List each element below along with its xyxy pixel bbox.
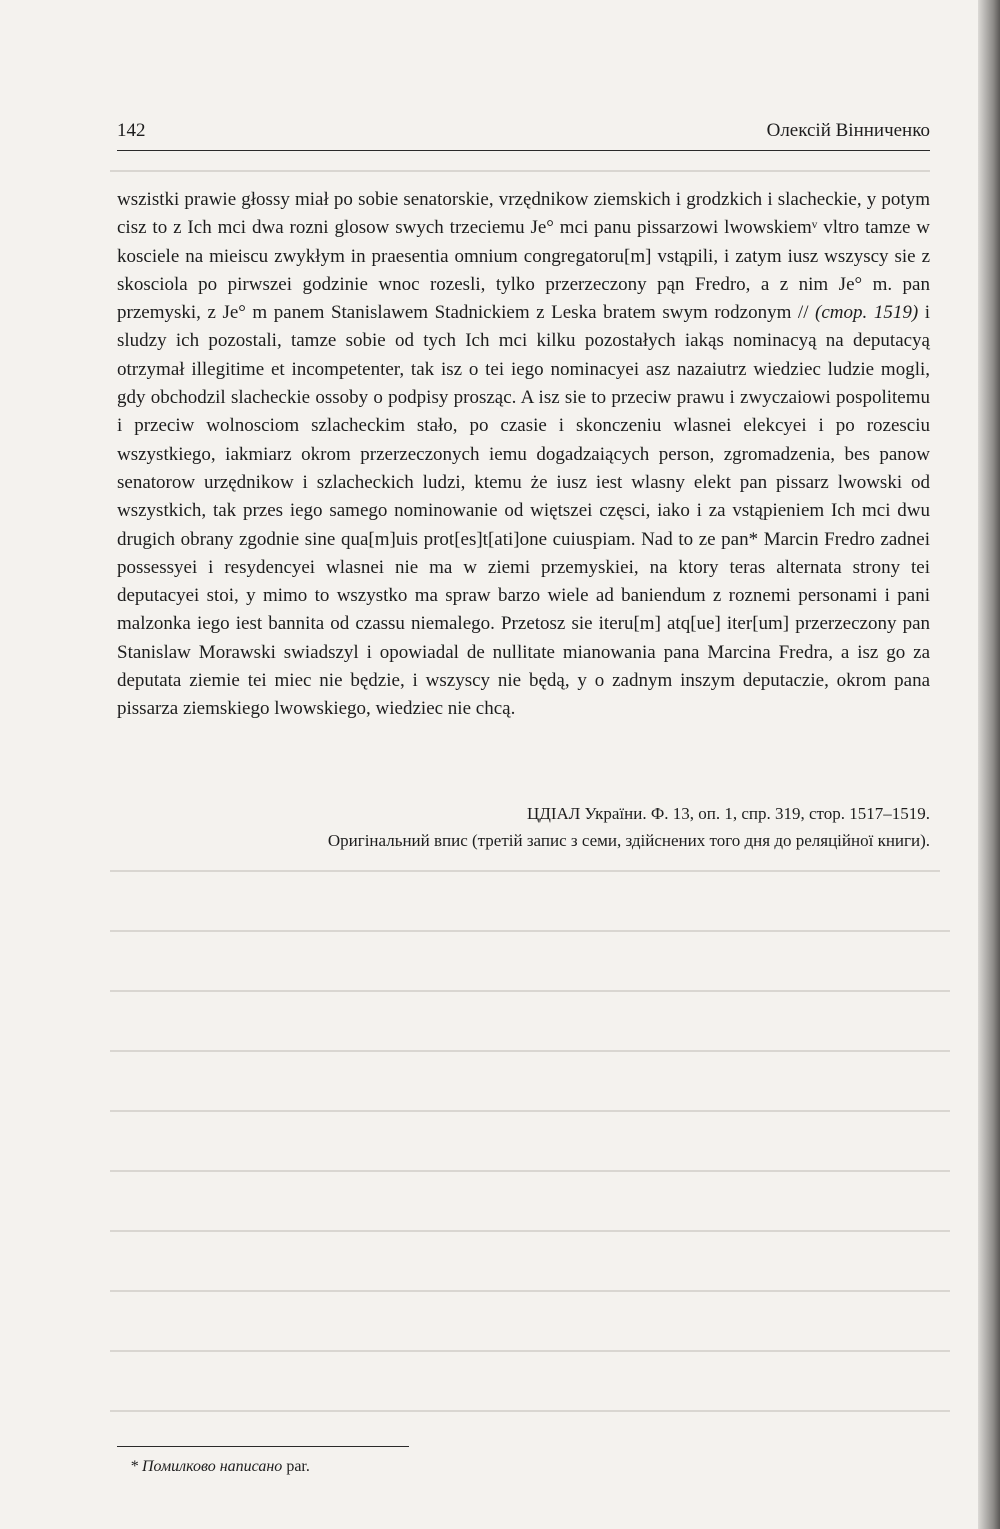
footnote-word: par. [286, 1458, 310, 1475]
archive-reference: ЦДІАЛ України. Ф. 13, оп. 1, спр. 319, стор. 1517–1519. [526, 804, 930, 823]
record-note: Оригінальний впис (третій запис з семи, здійснених того дня до реляційної книги). [327, 831, 930, 850]
source-citation [117, 800, 930, 854]
body-text-part1: wszistki prawie głossy miał po sobie senatorskie, vrzędnikow ziemskich i grodzkich i slacheckie, y potym cisz to z Ich mci dwa rozni glosow swych trzeciemu Je° mci panu pissarzowi lwowskiemᵛ vltro tamze w kosciele na mieiscu zwykłym in praesentia omnium congregatoru[m] vstąpili, i zatym iusz wszyscy sie z skosciola po pirwszei godzinie wnoc rozesli, tylko przerzeczony pąn Fredro, a z nim Je° m. pan przemyski, z Je° m panem Stanislawem Stadnickiem z Leska bratem swym rodzonym // [117, 189, 930, 324]
document-body [117, 186, 930, 724]
page-edge-shadow [978, 0, 1000, 1529]
page-header [117, 120, 930, 142]
header-rule [117, 150, 930, 151]
footnote-text: * Помилково написано [130, 1458, 283, 1475]
page-number: 142 [117, 120, 146, 141]
body-text-part2: i sludzy ich pozostali, tamze sobie od tych Ich mci kilku pozostałych iakąs nominacyą na deputacyą otrzymał illegitime et incompetenter, tak isz o tei iego nominacyei asz nazaiutrz wiedziec ludzie mogli, gdy obchodzil slacheckie ossoby o podpisy prosząc. A isz sie to przeciw prawu i zwyczaiowi pospolitemu i przeciw wolnosciom szlacheckim stało, po czasie i skonczeniu wlasnei elekcyei i po rozesciu wszystkiego, iakmiarz okrom przerzeczonych iemu dogadzaiących person, zgromadzenia, bes panow senatorow urzędnikow i szlacheckich ludzi, ktemu że iusz iest wlasny elekt pan pissarz lwowski od wszystkich, tak przes iego samego nominowanie od więtszei częsci, iako i za vstąpieniem Ich mci dwu drugich obrany zgodnie sine qua[m]uis prot[es]t[ati]one cuiuspiam. Nad to ze pan* Marcin Fredro zadnei possessyei i resydencyei wlasnei nie ma w ziemi przemyskiei, na ktory teras alternata strony tei deputacyei stoi, y mimo to wszystko ma spraw barzo wiele ad baniendum z roznemi personami i pani malzonka iego iest bannita od czassu niemalego. Przetosz sie iteru[m] atq[ue] iter[um] przerzeczony pan Stanislaw Morawski swiadszyl i opowiadal de nullitate mianowania pana Marcina Fredra, a isz go za deputata ziemie tei miec nie będzie, i wszyscy nie będą, y o zadnym inszym deputaczie, okrom pana pissarza ziemskiego lwowskiego, wiedziec nie chcą. [117, 302, 931, 720]
running-author: Олексій Вінниченко [766, 120, 930, 141]
footnote-rule [117, 1446, 409, 1447]
page-reference: (стор. 1519) [815, 302, 919, 324]
footnote [130, 1458, 310, 1476]
